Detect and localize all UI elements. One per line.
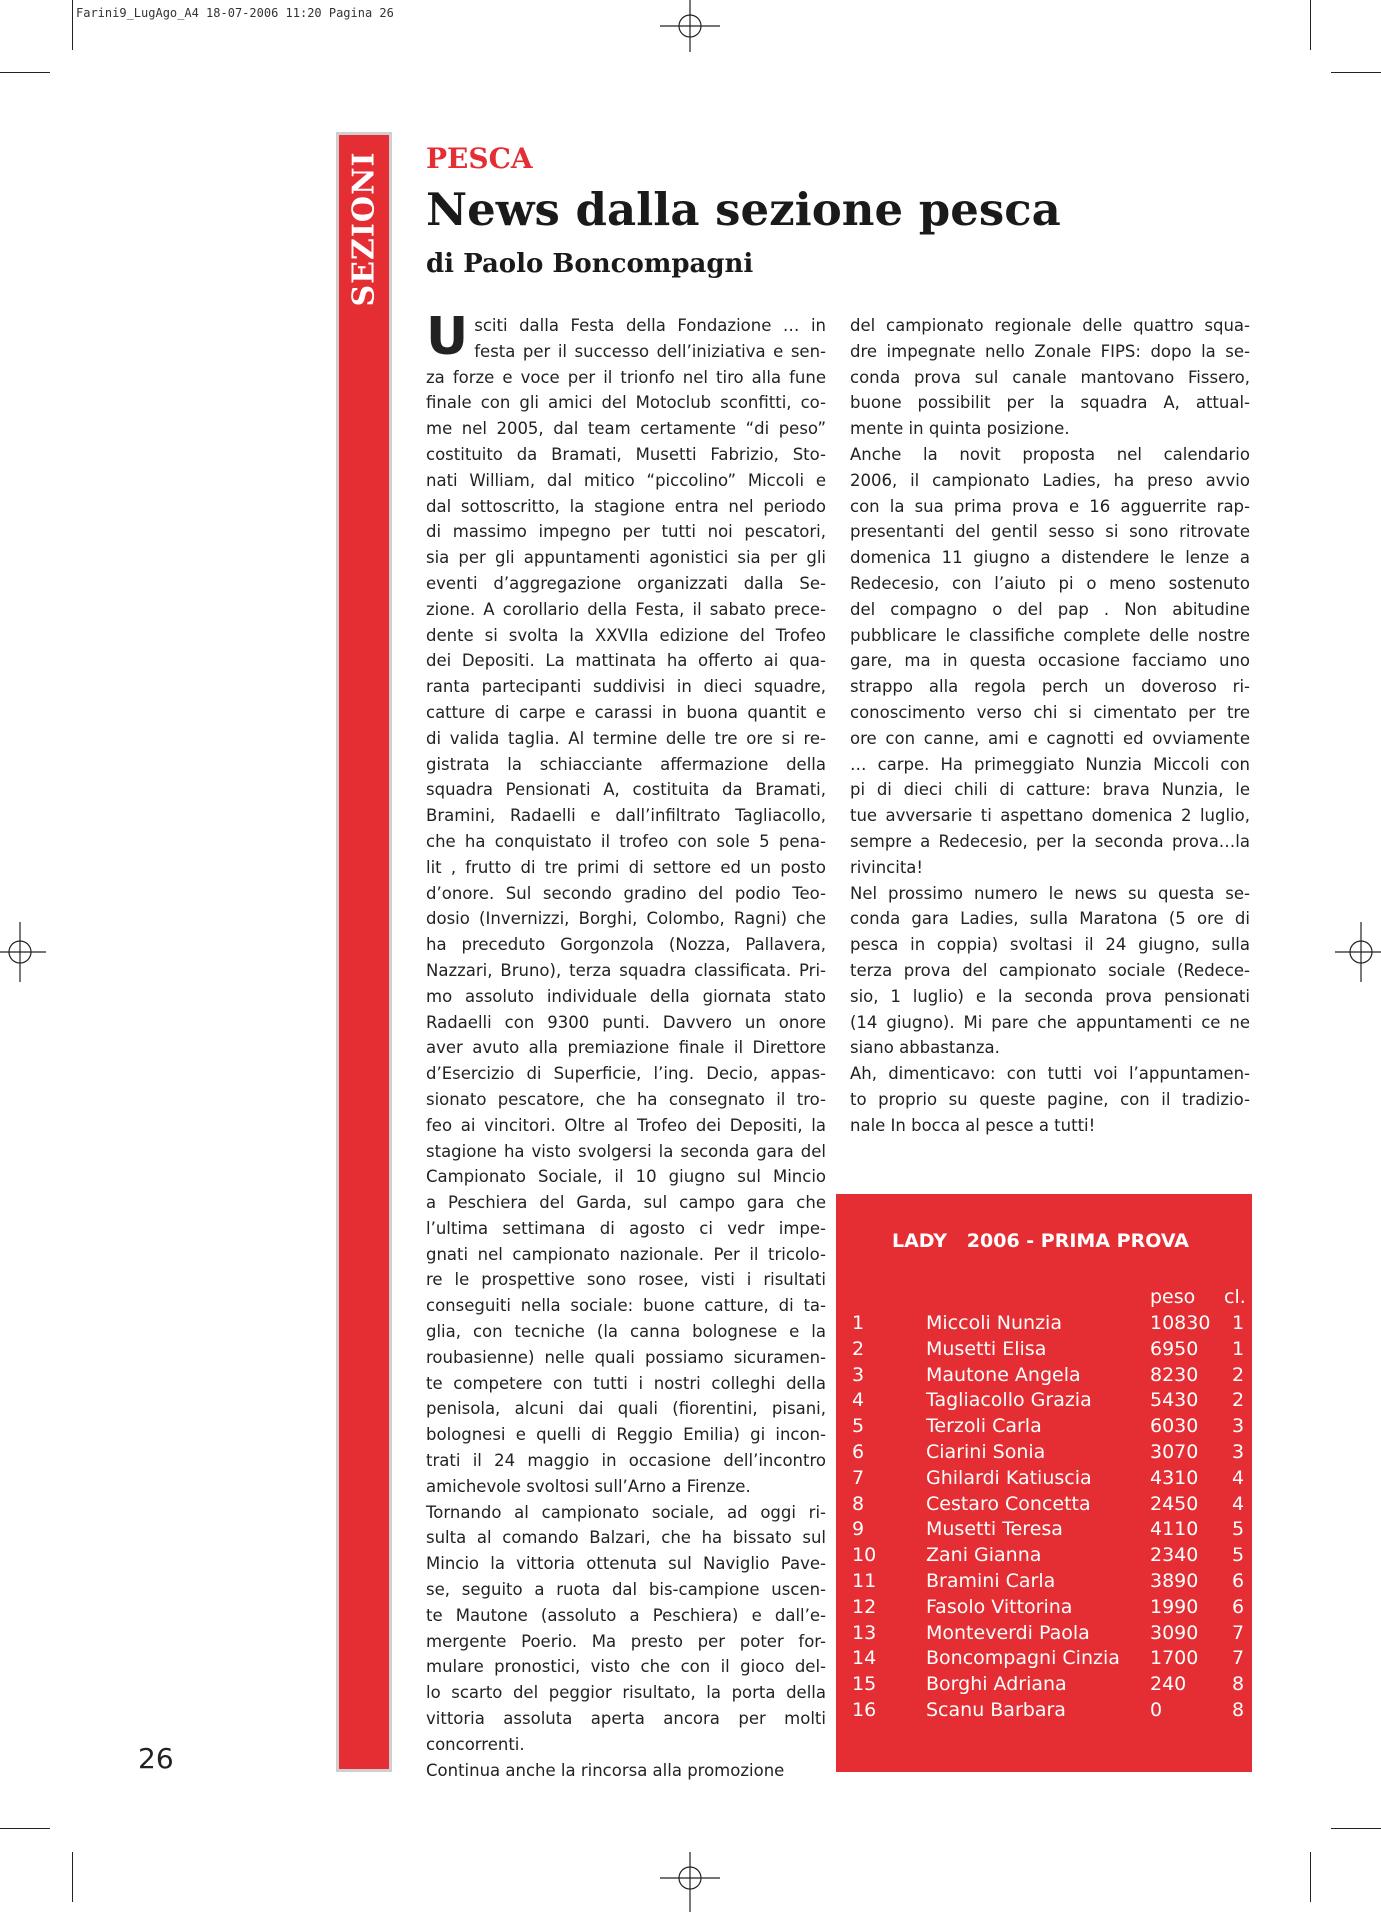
article-line: glia, con tecniche (la canna bolognese e la	[426, 1322, 826, 1342]
article-line: ore con canne, ami e cagnotti ed ovviamente	[850, 728, 1250, 748]
crop-mark	[72, 1852, 73, 1902]
article-line: te competere con tutti i nostri colleghi della	[426, 1373, 826, 1393]
results-name: Tagliacollo Grazia	[926, 1389, 1092, 1412]
article-line: d’Esercizio di Superficie, l’ing. Decio, appas-	[426, 1064, 826, 1084]
section-sidebar	[336, 132, 392, 1772]
article-line: dosio (Invernizzi, Borghi, Colombo, Ragni) che	[426, 909, 826, 929]
results-cl: 6	[1232, 1595, 1245, 1618]
results-name: Monteverdi Paola	[926, 1621, 1090, 1644]
results-cl: 7	[1232, 1621, 1245, 1644]
results-row	[836, 1699, 1252, 1725]
article-line: re le prospettive sono rosee, visti i risultati	[426, 1270, 826, 1290]
article-line: conseguiti nella sociale: buone catture, di ta-	[426, 1296, 826, 1316]
results-rank: 4	[852, 1389, 865, 1412]
article-line: a Peschiera del Garda, sul campo gara che	[426, 1193, 826, 1213]
results-row	[836, 1493, 1252, 1519]
article-line: d’onore. Sul secondo gradino del podio Teo-	[426, 883, 826, 903]
article-line: Campionato Sociale, il 10 giugno sul Mincio	[426, 1167, 826, 1187]
article-line: sionato pescatore, che ha consegnato il tro-	[426, 1089, 826, 1109]
results-peso: 6030	[1150, 1415, 1199, 1438]
results-peso: 3090	[1150, 1621, 1199, 1644]
results-rank: 11	[852, 1570, 877, 1592]
results-peso: 2340	[1150, 1544, 1199, 1567]
results-rank: 8	[852, 1492, 865, 1515]
results-peso: 0	[1150, 1699, 1163, 1721]
article-line: roubasienne) nelle quali possiamo sicuramen-	[426, 1347, 826, 1367]
results-row	[836, 1673, 1252, 1699]
results-rank: 7	[852, 1466, 865, 1489]
results-peso: 10830	[1150, 1312, 1211, 1334]
results-cl: 4	[1232, 1466, 1245, 1489]
results-peso: 1990	[1150, 1595, 1199, 1618]
article-line: ha preceduto Gorgonzola (Nozza, Pallavera,	[426, 935, 826, 955]
drop-cap: U	[426, 307, 469, 367]
article-line: nati William, dal mitico “piccolino” Miccoli e	[426, 470, 826, 490]
crop-mark	[1310, 1852, 1311, 1902]
article-line: terza prova del campionato sociale (Redece-	[850, 960, 1250, 980]
results-cl: 6	[1232, 1570, 1245, 1592]
article-line: concorrenti.	[426, 1734, 525, 1754]
article-line: za forze e voce per il trionfo nel tiro alla fune	[426, 367, 826, 387]
results-name: Borghi Adriana	[926, 1673, 1067, 1696]
article-line: di massimo impegno per tutti noi pescatori,	[426, 522, 826, 542]
registration-mark-icon	[0, 922, 60, 982]
crop-mark	[0, 1828, 50, 1829]
results-rank: 15	[852, 1673, 877, 1696]
results-cl: 8	[1232, 1699, 1245, 1721]
results-cl: 1	[1232, 1337, 1245, 1360]
results-peso: 240	[1150, 1673, 1187, 1696]
article-line: sempre a Redecesio, per la seconda prova…la	[850, 831, 1250, 851]
results-title: LADY 2006 - PRIMA PROVA	[892, 1230, 1189, 1252]
article-line: lit , frutto di tre primi di settore ed un posto	[426, 857, 826, 877]
article-line: squadra Pensionati A, costituita da Bramati,	[426, 780, 826, 800]
results-row	[836, 1389, 1252, 1415]
results-peso: 3070	[1150, 1441, 1199, 1463]
results-cl: 7	[1232, 1647, 1245, 1670]
article-line: dei Depositi. La mattinata ha offerto ai qua-	[426, 651, 826, 671]
article-line: penisola, alcuni dai quali (fiorentini, pisani,	[426, 1399, 826, 1419]
article-line: presentanti del gentil sesso si sono ritrovate	[850, 522, 1250, 542]
article-column-2	[850, 313, 1250, 1139]
results-box	[836, 1194, 1252, 1772]
article-line: conda prova sul canale mantovano Fissero,	[850, 367, 1250, 387]
results-peso: 8230	[1150, 1363, 1199, 1386]
article-line: Redecesio, con l’aiuto pi o meno sostenuto	[850, 573, 1250, 593]
article-line: zione. A corollario della Festa, il sabato prece-	[426, 599, 826, 619]
article-line: pubblicare le classifiche complete delle nostre	[850, 625, 1250, 645]
article-line: che ha conquistato il trofeo con sole 5 pena-	[426, 831, 826, 851]
article-line: Tornando al campionato sociale, ad oggi ri-	[426, 1502, 826, 1522]
article-line: stagione ha visto svolgersi la seconda gara del	[426, 1141, 826, 1161]
page-number: 26	[138, 1742, 174, 1775]
article-line: l’ultima settimana di agosto ci vedr impe-	[426, 1218, 826, 1238]
crop-mark	[0, 72, 50, 73]
results-name: Ghilardi Katiuscia	[926, 1466, 1092, 1489]
results-rank: 14	[852, 1647, 877, 1670]
article-line: Mincio la vittoria ottenuta sul Naviglio Pave-	[426, 1554, 826, 1574]
results-peso: 2450	[1150, 1492, 1199, 1515]
results-cl: 2	[1232, 1389, 1245, 1412]
results-rank: 5	[852, 1415, 865, 1438]
results-peso: 3890	[1150, 1570, 1199, 1592]
results-row	[836, 1544, 1252, 1570]
results-rank: 13	[852, 1621, 877, 1644]
article-line: mergente Poerio. Ma presto per poter for-	[426, 1631, 826, 1651]
results-rank: 2	[852, 1337, 865, 1360]
article-line: … carpe. Ha primeggiato Nunzia Miccoli con	[850, 754, 1250, 774]
results-rank: 6	[852, 1441, 865, 1463]
results-peso: 1700	[1150, 1647, 1199, 1670]
crop-mark	[1310, 0, 1311, 50]
article-line: del campionato regionale delle quattro squa-	[850, 316, 1250, 335]
article-line: pesca in coppia) svoltasi il 24 giugno, sulla	[850, 935, 1250, 955]
results-name: Terzoli Carla	[926, 1415, 1042, 1438]
results-row	[836, 1415, 1252, 1441]
results-rank: 9	[852, 1518, 865, 1541]
results-name: Mautone Angela	[926, 1363, 1081, 1386]
article-line: Bramini, Radaelli e dall’infiltrato Tagliacollo,	[426, 806, 826, 826]
article-line: dal sottoscritto, la stagione entra nel periodo	[426, 496, 826, 516]
article-line: ranta partecipanti suddivisi in dieci squadre,	[426, 677, 826, 697]
article-line: finale con gli amici del Motoclub sconfitti, co-	[426, 393, 826, 413]
results-row	[836, 1622, 1252, 1648]
results-name: Miccoli Nunzia	[926, 1312, 1062, 1334]
results-name: Ciarini Sonia	[926, 1441, 1046, 1463]
crop-mark	[72, 0, 73, 50]
article-byline: di Paolo Boncompagni	[426, 249, 754, 279]
results-peso: 4110	[1150, 1518, 1199, 1541]
article-line: di valida taglia. Al termine delle tre ore si re-	[426, 728, 826, 748]
results-name: Zani Gianna	[926, 1544, 1042, 1567]
article-line: se, seguito a ruota dal bis-campione uscen-	[426, 1580, 826, 1600]
article-line: mente in quinta posizione.	[850, 419, 1070, 439]
results-row	[836, 1467, 1252, 1493]
article-line: 2006, il campionato Ladies, ha preso avvio	[850, 470, 1250, 490]
article-line: eventi d’aggregazione organizzati dalla Se-	[426, 573, 826, 593]
article-line: mulare pronostici, visto che con il gioco del-	[426, 1657, 826, 1677]
results-name: Musetti Teresa	[926, 1518, 1063, 1541]
results-cl: 3	[1232, 1441, 1245, 1463]
article-line: dente si svolta la XXVIIa edizione del Trofeo	[426, 625, 826, 645]
results-peso: 6950	[1150, 1337, 1199, 1360]
article-line: gare, ma in questa occasione facciamo uno	[850, 651, 1250, 671]
article-line: Continua anche la rincorsa alla promozione	[426, 1760, 785, 1780]
registration-mark-icon	[660, 1852, 720, 1912]
article-line: pi di dieci chili di catture: brava Nunzia, le	[850, 780, 1250, 800]
article-line: to proprio su queste pagine, con il tradizio-	[850, 1089, 1250, 1109]
article-line: conoscimento verso chi si cimentato per tre	[850, 702, 1250, 722]
results-peso: 5430	[1150, 1389, 1199, 1412]
registration-mark-icon	[1321, 922, 1381, 982]
results-name: Bramini Carla	[926, 1570, 1056, 1592]
article-line: buone possibilit per la squadra A, attual-	[850, 393, 1250, 413]
results-peso: 4310	[1150, 1466, 1199, 1489]
article-line: feo ai vincitori. Oltre al Trofeo dei Depositi, la	[426, 1115, 826, 1135]
article-line: Nel prossimo numero le news su questa se-	[850, 883, 1250, 903]
sidebar-label: SEZIONI	[346, 151, 382, 307]
article-line: sulta al comando Balzari, che ha bissato sul	[426, 1528, 826, 1548]
article-line: tue avversarie ti aspettano domenica 2 luglio,	[850, 806, 1250, 826]
article-line: con la sua prima prova e 16 agguerrite rap-	[850, 496, 1250, 516]
article-line: aver avuto alla premiazione finale il Direttore	[426, 1038, 826, 1058]
results-name: Scanu Barbara	[926, 1699, 1066, 1721]
results-row	[836, 1518, 1252, 1544]
results-row	[836, 1364, 1252, 1390]
article-line: te Mautone (assoluto a Peschiera) e dall’e-	[426, 1605, 826, 1625]
article-line: siano abbastanza.	[850, 1038, 1000, 1058]
article-line: Radaelli con 9300 punti. Davvero un onore	[426, 1012, 826, 1032]
article-line: lo scarto del peggior risultato, la porta della	[426, 1683, 826, 1703]
results-cl: 2	[1232, 1363, 1245, 1386]
article-line: Anche la novit proposta nel calendario	[850, 444, 1250, 464]
article-line: costituito da Bramati, Musetti Fabrizio, Sto-	[426, 444, 826, 464]
article-line: sciti dalla Festa della Fondazione … in	[474, 316, 826, 335]
results-name: Fasolo Vittorina	[926, 1595, 1073, 1618]
results-row	[836, 1570, 1252, 1596]
article-line: gistrata la schiacciante affermazione della	[426, 754, 826, 774]
results-name: Musetti Elisa	[926, 1337, 1047, 1360]
results-name: Cestaro Concetta	[926, 1492, 1091, 1515]
results-rank: 10	[852, 1544, 877, 1567]
article-line: sio, 1 luglio) e la seconda prova pensionati	[850, 986, 1250, 1006]
article-column-1	[426, 307, 826, 1783]
print-slug: Farini9_LugAgo_A4 18-07-2006 11:20 Pagina 26	[76, 6, 394, 20]
results-cl: 5	[1232, 1544, 1245, 1567]
results-row	[836, 1312, 1252, 1338]
article-line: (14 giugno). Mi pare che appuntamenti ce ne	[850, 1012, 1250, 1032]
results-rank: 3	[852, 1363, 865, 1386]
results-row	[836, 1647, 1252, 1673]
article-line: conda gara Ladies, sulla Maratona (5 ore di	[850, 909, 1250, 929]
article-line: Nazzari, Bruno), terza squadra classificata. Pri-	[426, 960, 826, 980]
registration-mark-icon	[660, 0, 720, 60]
results-rank: 12	[852, 1595, 877, 1618]
article-line: dre impegnate nello Zonale FIPS: dopo la se-	[850, 341, 1250, 361]
article-line: sia per gli appuntamenti agonistici sia per gli	[426, 548, 826, 568]
results-cl: 8	[1232, 1673, 1245, 1696]
results-header-peso: peso	[1150, 1286, 1196, 1308]
results-cl: 1	[1232, 1312, 1245, 1334]
article-line: catture di carpe e carassi in buona quantit e	[426, 702, 826, 722]
article-title: News dalla sezione pesca	[426, 183, 1061, 236]
article-line: vittoria assoluta aperta ancora per molti	[426, 1709, 826, 1729]
results-cl: 3	[1232, 1415, 1245, 1438]
section-label: PESCA	[426, 142, 533, 175]
article-line: rivincita!	[850, 857, 924, 877]
results-rank: 1	[852, 1312, 865, 1334]
results-header-cl: cl.	[1224, 1286, 1246, 1308]
results-row	[836, 1441, 1252, 1467]
crop-mark	[1331, 1828, 1381, 1829]
results-row	[836, 1338, 1252, 1364]
results-rank: 16	[852, 1699, 877, 1721]
article-line: domenica 11 giugno a distendere le lenze a	[850, 548, 1250, 568]
article-line: amichevole svoltosi sull’Arno a Firenze.	[426, 1476, 751, 1496]
article-line: del compagno o del pap . Non abitudine	[850, 599, 1250, 619]
article-line: strappo alla regola perch un doveroso ri-	[850, 677, 1250, 697]
article-line: me nel 2005, dal team certamente “di peso”	[426, 419, 826, 439]
results-cl: 4	[1232, 1492, 1245, 1515]
crop-mark	[1331, 72, 1381, 73]
article-line: mo assoluto individuale della giornata stato	[426, 986, 826, 1006]
article-line: gnati nel campionato nazionale. Per il tricolo-	[426, 1244, 826, 1264]
results-name: Boncompagni Cinzia	[926, 1647, 1120, 1670]
results-cl: 5	[1232, 1518, 1245, 1541]
article-line: festa per il successo dell’iniziativa e sen-	[474, 341, 826, 361]
article-line: trati il 24 maggio in occasione dell’incontro	[426, 1451, 826, 1471]
article-line: Ah, dimenticavo: con tutti voi l’appuntamen-	[850, 1064, 1250, 1084]
article-line: bolognesi e quelli di Reggio Emilia) gi incon-	[426, 1425, 826, 1445]
article-line: nale In bocca al pesce a tutti!	[850, 1115, 1096, 1135]
results-row	[836, 1596, 1252, 1622]
